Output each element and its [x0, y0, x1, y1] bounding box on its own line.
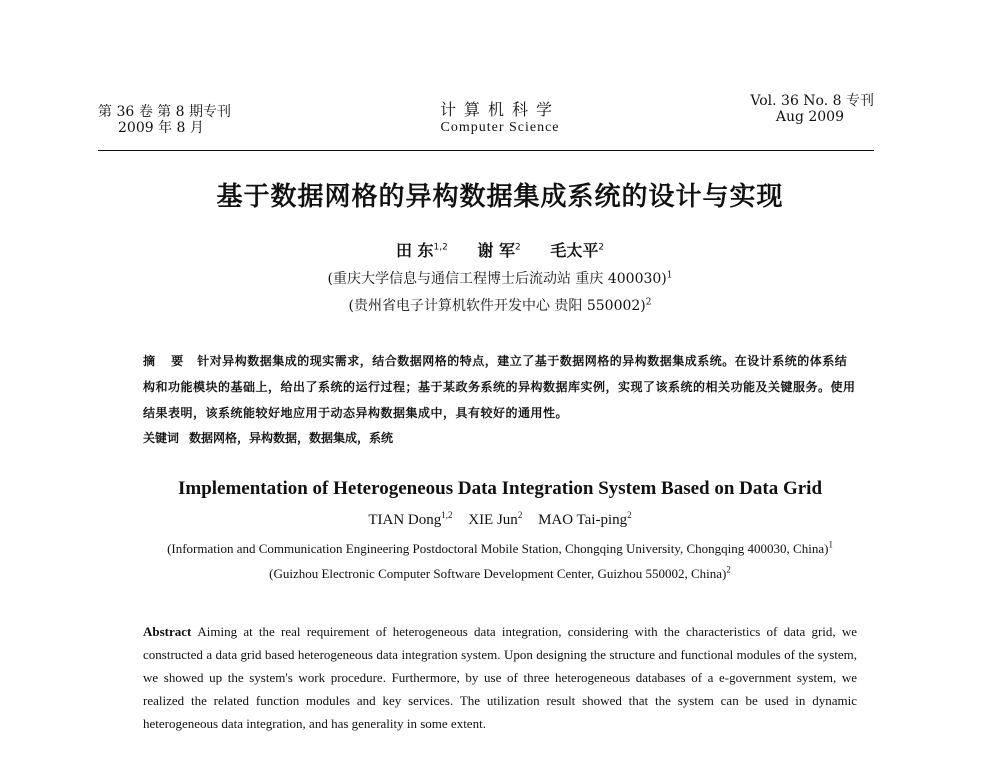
volume-date: Aug 2009	[775, 109, 844, 125]
abstract-cn	[143, 348, 857, 426]
paper-title-en: Implementation of Heterogeneous Data Integration System Based on Data Grid	[177, 478, 823, 499]
keywords-label-cn: 关键词	[143, 431, 180, 445]
author-cn-2: 谢 军$^2$	[477, 241, 521, 260]
abstract-text-cn: 针对异构数据集成的现实需求，结合数据网格的特点，建立了基于数据网格的异构数据集成系统。在设计系统的体系结构和功能模块的基础上，给出了系统的运行过程；基于某政务系统的异构数据库实例，实现了该系统的相关功能及关键服务。使用结果表明，该系统能较好地应用于动态异构数据集成中，具有较好的通用性。	[143, 354, 856, 420]
header-rule	[98, 150, 874, 151]
issue-date: 2009 年 8 月	[118, 120, 204, 136]
abstract-en	[143, 620, 857, 735]
author-en-2: XIE Jun$^2$	[468, 510, 523, 528]
abstract-label-cn: 摘 要	[143, 354, 190, 368]
affiliation-en-1: (Information and Communication Engineering Postdoctoral Mobile Station, Chongqing University, Chongqing 400030, China)$^1$	[167, 539, 833, 556]
author-cn-3: 毛太平$^2$	[550, 241, 605, 260]
keywords-cn	[143, 429, 857, 446]
affiliation-cn-1: (重庆大学信息与通信工程博士后流动站 重庆 400030)$^1$	[327, 270, 673, 287]
author-list-en	[0, 512, 1000, 529]
volume-info	[750, 93, 874, 125]
author-en-3: MAO Tai-ping$^2$	[538, 510, 632, 528]
affiliation-cn-2: (贵州省电子计算机软件开发中心 贵阳 550002)$^2$	[348, 297, 652, 314]
author-cn-1: 田 东$^{1,2}$	[395, 241, 448, 260]
keywords-text-cn: 数据网格，异构数据，数据集成，系统	[189, 431, 394, 445]
paper-title-cn: 基于数据网格的异构数据集成系统的设计与实现	[216, 182, 784, 212]
affiliation-en-2: (Guizhou Electronic Computer Software Development Center, Guizhou 550002, China)$^2$	[269, 564, 731, 581]
journal-name	[400, 100, 600, 136]
issue-info	[98, 104, 231, 136]
author-list-cn	[0, 238, 1000, 261]
volume-line: Vol. 36 No. 8 专刊	[750, 93, 874, 109]
issue-line: 第 36 卷 第 8 期专刊	[98, 104, 231, 120]
abstract-text-en: Aiming at the real requirement of heterogeneous data integration, considering with the characteristics of data grid, we constructed a data grid based heterogeneous data integration system. Upon designing the structure and functional modules of the system, we showed up the system's work procedure. Furthermore, by use of three heterogeneous databases of a e-government system, we realized the related function modules and key services. The utilization result showed that the system can be used in dynamic heterogeneous data integration, and has generality in some extent.	[143, 624, 857, 731]
journal-name-en: Computer Science	[440, 120, 560, 135]
author-en-1: TIAN Dong$^{1,2}$	[368, 510, 453, 528]
journal-name-cn: 计算机科学	[439, 100, 560, 119]
abstract-label-en: Abstract	[143, 624, 192, 639]
